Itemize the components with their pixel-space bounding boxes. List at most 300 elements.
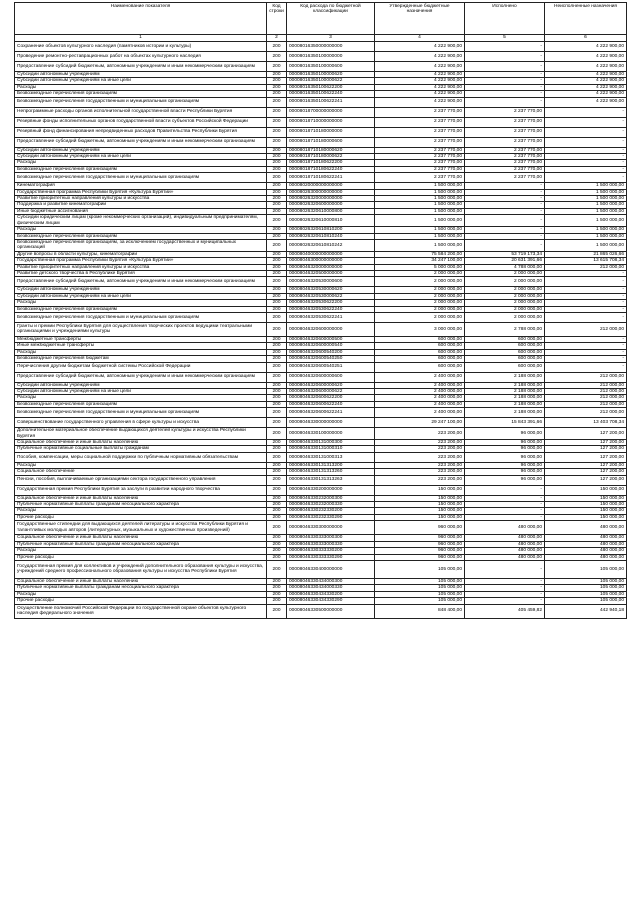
row-name: Расходы [15,227,267,233]
column-number: 2 [267,35,287,42]
row-executed: - [465,183,545,189]
row-classification: 00008040000000000000 [287,251,375,257]
row-remaining: - [545,270,627,276]
row-classification: 00008046320530000620 [287,287,375,293]
row-approved: 223 200,00 [375,440,465,446]
row-code: 200 [267,343,287,349]
row-classification: 00008046320600000600 [287,372,375,382]
row-remaining: 480 000,00 [545,521,627,535]
row-approved: 34 247 100,00 [375,258,465,264]
row-approved: 600 000,00 [375,356,465,362]
row-name: Безвозмездные перечисления организациям, за исключением государственных и муниципальных организаций [15,239,267,251]
row-name: Государственная премия Республики Бурятия за заслуги в развитии народного творчества [15,485,267,495]
row-approved: 960 000,00 [375,548,465,554]
row-code: 200 [267,233,287,239]
row-classification: 00008046320530622241 [287,312,375,322]
row-classification: 00008046330400000000 [287,560,375,578]
table-row [15,270,627,276]
row-approved: 4 222 900,00 [375,52,465,62]
row-approved: 105 000,00 [375,591,465,597]
row-remaining: - [545,160,627,166]
row-name: Безвозмездные перечисления организациям [15,233,267,239]
column-number: 1 [15,35,267,42]
row-classification: 00008046300000000000 [287,258,375,264]
row-executed: 480 000,00 [465,535,545,541]
row-name: Расходы [15,160,267,166]
row-approved: 29 247 100,00 [375,418,465,428]
row-remaining: 127 200,00 [545,452,627,462]
row-name: Дополнительное материальное обеспечение выдающихся деятелей культуры и искусства Республики Бурятия [15,428,267,440]
row-executed: - [465,578,545,584]
row-name: Расходы [15,84,267,90]
row-code: 200 [267,336,287,342]
row-code: 200 [267,495,287,501]
column-number: 5 [465,35,545,42]
row-code: 200 [267,312,287,322]
row-name: Осуществление полномочий Российской Федерации по государственной охране объектов культурного наследия федерального значения [15,604,267,618]
row-name: Безвозмездные перечисления организациям [15,401,267,407]
row-name: Публичные нормативные социальные выплаты гражданам [15,446,267,452]
row-approved: 4 222 900,00 [375,97,465,107]
row-approved: 2 000 000,00 [375,287,465,293]
row-approved: 150 000,00 [375,495,465,501]
row-executed: - [465,215,545,227]
table-row [15,541,627,547]
row-code: 200 [267,251,287,257]
row-executed: 53 719 173,34 [465,251,545,257]
column-number-row [15,35,627,42]
row-remaining: 1 500 000,00 [545,183,627,189]
row-code: 200 [267,591,287,597]
row-name: Резервные фонды исполнительных органов государственной власти субъектов Российской Федерации [15,117,267,127]
row-code: 200 [267,322,287,336]
table-row [15,173,627,183]
row-classification: 00008046320500000000 [287,270,375,276]
row-name: Субсидии автономным учреждениям на иные цели [15,389,267,395]
row-approved: 2 400 000,00 [375,382,465,388]
row-name: Расходы [15,395,267,401]
row-classification: 00008026320610000800 [287,208,375,214]
row-remaining: 1 500 000,00 [545,202,627,208]
row-approved: 2 400 000,00 [375,408,465,418]
row-executed: 96 000,00 [465,452,545,462]
table-row [15,372,627,382]
row-code: 200 [267,408,287,418]
row-approved: 2 400 000,00 [375,389,465,395]
row-classification: 00008046320600000000 [287,322,375,336]
row-executed: - [465,42,545,52]
row-code: 200 [267,475,287,485]
row-executed: 2 188 000,00 [465,389,545,395]
row-remaining: - [545,336,627,342]
row-code: 200 [267,183,287,189]
row-code: 200 [267,293,287,299]
row-code: 200 [267,300,287,306]
row-name: Перечисления другим бюджетам бюджетной системы Российской Федерации [15,362,267,372]
row-name: Государственные стипендии для выдающихся деятелей литературы и искусства Республики Бурятия и талантливых молодых авторов (литературных, музыкальных и художественных произведений) [15,521,267,535]
row-approved: 2 237 770,00 [375,107,465,117]
row-executed: 2 000 000,00 [465,287,545,293]
table-body [15,42,627,619]
row-classification: 00008018710180622241 [287,173,375,183]
table-row [15,312,627,322]
row-remaining: 212 000,00 [545,322,627,336]
row-executed: 96 000,00 [465,446,545,452]
row-approved: 2 000 000,00 [375,306,465,312]
row-name: Субсидии автономным учреждениям [15,382,267,388]
row-approved: 105 000,00 [375,585,465,591]
row-executed: - [465,189,545,195]
row-approved: 1 500 000,00 [375,202,465,208]
row-remaining: 212 000,00 [545,382,627,388]
row-executed: 480 000,00 [465,541,545,547]
row-executed: 96 000,00 [465,475,545,485]
row-classification: 00008026320610810200 [287,227,375,233]
table-row [15,251,627,257]
row-executed: 2 237 770,00 [465,166,545,172]
row-remaining: - [545,147,627,153]
row-code: 200 [267,127,287,137]
row-remaining: 1 500 000,00 [545,227,627,233]
table-row [15,107,627,117]
row-name: Безвозмездные перечисления государственным и муниципальным организациям [15,312,267,322]
table-row [15,560,627,578]
row-name: Расходы [15,300,267,306]
row-approved: 960 000,00 [375,521,465,535]
column-number: 6 [545,35,627,42]
row-approved: 1 500 000,00 [375,227,465,233]
row-name: Социальное обеспечение и иные выплаты населению [15,495,267,501]
row-approved: 4 222 900,00 [375,78,465,84]
row-remaining: - [545,117,627,127]
row-classification: 00008046320000000000 [287,264,375,270]
row-remaining: 21 865 026,66 [545,251,627,257]
row-remaining: - [545,349,627,355]
row-executed: 2 188 000,00 [465,408,545,418]
row-code: 200 [267,84,287,90]
row-executed: - [465,560,545,578]
table-row [15,264,627,270]
table-row [15,604,627,618]
row-name: Расходы [15,591,267,597]
row-code: 200 [267,137,287,147]
row-executed: 2 000 000,00 [465,312,545,322]
row-approved: 600 000,00 [375,349,465,355]
row-classification: 00008046330131000310 [287,446,375,452]
header-name: Наименование показателя [15,3,267,35]
row-executed: 2 237 770,00 [465,154,545,160]
row-approved: 960 000,00 [375,554,465,560]
row-approved: 105 000,00 [375,560,465,578]
row-classification: 00008046320530622200 [287,300,375,306]
row-remaining: 4 222 900,00 [545,91,627,97]
row-name: Субсидии юридическим лицам (кроме некоммерческих организаций), индивидуальным предпринимателям, физическим лицам [15,215,267,227]
row-approved: 2 237 770,00 [375,154,465,160]
row-remaining: 105 000,00 [545,560,627,578]
row-executed: 15 843 391,66 [465,418,545,428]
row-classification: 00008018710180000620 [287,147,375,153]
row-classification: 00008046330131313263 [287,475,375,485]
row-approved: 600 000,00 [375,336,465,342]
row-remaining: - [545,306,627,312]
table-row [15,42,627,52]
row-code: 200 [267,585,287,591]
row-approved: 2 237 770,00 [375,117,465,127]
row-approved: 1 500 000,00 [375,189,465,195]
row-classification: 00008018710180000600 [287,137,375,147]
row-executed: - [465,514,545,520]
row-code: 200 [267,362,287,372]
row-code: 200 [267,117,287,127]
row-name: Публичные нормативные выплаты гражданам несоциального характера [15,502,267,508]
row-classification: 00008046320600000540 [287,343,375,349]
row-approved: 1 500 000,00 [375,183,465,189]
row-remaining: - [545,356,627,362]
table-row [15,62,627,72]
row-remaining: 105 000,00 [545,585,627,591]
row-name: Непрограммные расходы органов исполнительной государственной власти Республики Бурятия [15,107,267,117]
row-remaining: - [545,127,627,137]
row-classification: 00008046330131313200 [287,462,375,468]
row-classification: 00008046320600000622 [287,389,375,395]
row-approved: 150 000,00 [375,502,465,508]
row-code: 200 [267,202,287,208]
table-row [15,127,627,137]
row-approved: 223 200,00 [375,446,465,452]
row-executed: - [465,72,545,78]
row-remaining: 105 000,00 [545,578,627,584]
row-classification: 00008018710180622240 [287,166,375,172]
row-name: Прочие расходы [15,514,267,520]
row-name: Кинематография [15,183,267,189]
row-name: Безвозмездные перечисления государственным и муниципальным организациям [15,97,267,107]
row-approved: 1 500 000,00 [375,196,465,202]
row-remaining: 480 000,00 [545,535,627,541]
row-executed: - [465,62,545,72]
row-name: Гранты и премии Республики Бурятия для осуществления творческих проектов ведущими театральными организациями и учреждениями культуры [15,322,267,336]
row-code: 200 [267,446,287,452]
row-approved: 2 000 000,00 [375,312,465,322]
row-remaining: - [545,173,627,183]
row-classification: 00008046320530000600 [287,277,375,287]
row-classification: 00008018700000000000 [287,107,375,117]
row-code: 200 [267,452,287,462]
row-name: Совершенствование государственного управления в сфере культуры и искусства [15,418,267,428]
row-approved: 5 000 000,00 [375,264,465,270]
table-row [15,408,627,418]
row-name: Пособия, компенсации, меры социальной поддержки по публичным нормативным обязательствам [15,452,267,462]
row-approved: 960 000,00 [375,541,465,547]
row-executed: - [465,239,545,251]
row-classification: 00008046320600622240 [287,401,375,407]
row-name: Субсидии автономным учреждениям на иные цели [15,154,267,160]
table-row [15,306,627,312]
row-classification: 00008046330232000330 [287,502,375,508]
row-classification: 00008046330100000000 [287,428,375,440]
row-executed: 2 237 770,00 [465,173,545,183]
row-classification: 00008046330131000300 [287,440,375,446]
row-code: 200 [267,440,287,446]
row-executed: - [465,196,545,202]
row-remaining: - [545,343,627,349]
row-executed: 2 000 000,00 [465,293,545,299]
row-code: 200 [267,154,287,160]
row-approved: 2 237 770,00 [375,160,465,166]
row-classification: 00008046330131313260 [287,469,375,475]
row-executed: - [465,84,545,90]
row-code: 200 [267,78,287,84]
row-code: 200 [267,389,287,395]
row-executed: 480 000,00 [465,548,545,554]
row-classification: 00008026300000000000 [287,189,375,195]
row-code: 200 [267,166,287,172]
row-classification: 00008046330500000000 [287,604,375,618]
row-classification: 00008046320600540250 [287,356,375,362]
row-approved: 600 000,00 [375,362,465,372]
row-remaining: - [545,293,627,299]
row-approved: 960 000,00 [375,535,465,541]
row-code: 200 [267,462,287,468]
row-name: Иные межбюджетные трансферты [15,343,267,349]
row-remaining: - [545,166,627,172]
table-row [15,137,627,147]
row-approved: 150 000,00 [375,514,465,520]
row-code: 200 [267,521,287,535]
row-classification: 00008016350100000000 [287,52,375,62]
row-approved: 223 200,00 [375,452,465,462]
row-remaining: 4 222 900,00 [545,42,627,52]
row-executed: 405 459,82 [465,604,545,618]
row-code: 200 [267,401,287,407]
row-approved: 2 237 770,00 [375,137,465,147]
row-name: Расходы [15,462,267,468]
row-approved: 4 222 900,00 [375,84,465,90]
row-classification: 00008046330434000330 [287,585,375,591]
row-classification: 00008016350000000000 [287,42,375,52]
row-name: Субсидии автономным учреждениям [15,72,267,78]
table-row [15,356,627,362]
row-remaining: 4 222 900,00 [545,72,627,78]
row-code: 200 [267,578,287,584]
row-name: Социальное обеспечение и иные выплаты населению [15,578,267,584]
row-executed: 2 237 770,00 [465,127,545,137]
row-remaining: 150 000,00 [545,495,627,501]
row-classification: 00008026320610000810 [287,215,375,227]
row-classification: 00008046330434330290 [287,598,375,604]
row-name: Предоставление субсидий бюджетным, автономным учреждениям и иным некоммерческим организациям [15,137,267,147]
row-code: 200 [267,306,287,312]
row-executed: - [465,202,545,208]
table-row [15,389,627,395]
row-executed: - [465,78,545,84]
table-row [15,440,627,446]
row-code: 200 [267,598,287,604]
row-classification: 00008046330333330290 [287,554,375,560]
table-row [15,154,627,160]
row-executed: - [465,585,545,591]
row-code: 200 [267,514,287,520]
row-name: Развитие приоритетных направлений культуры и искусства [15,264,267,270]
row-remaining: 442 940,18 [545,604,627,618]
row-executed: 2 000 000,00 [465,300,545,306]
row-approved: 2 237 770,00 [375,127,465,137]
header-classification: Код расхода по бюджетной классификации [287,3,375,35]
row-name: Государственная программа Республики Бурятия «Культура Бурятии» [15,189,267,195]
row-remaining: 127 200,00 [545,462,627,468]
row-name: Расходы [15,548,267,554]
row-code: 200 [267,264,287,270]
row-remaining: 13 403 708,34 [545,418,627,428]
row-classification: 00008026320600000000 [287,202,375,208]
row-code: 200 [267,349,287,355]
row-approved: 223 200,00 [375,469,465,475]
row-classification: 00008016350100622241 [287,97,375,107]
header-row [15,3,627,35]
row-approved: 4 222 900,00 [375,42,465,52]
table-row [15,215,627,227]
row-executed: 2 237 770,00 [465,147,545,153]
row-approved: 2 400 000,00 [375,401,465,407]
row-executed: 96 000,00 [465,440,545,446]
row-code: 200 [267,554,287,560]
table-row [15,277,627,287]
row-remaining: - [545,300,627,306]
row-executed: 2 188 000,00 [465,395,545,401]
row-classification: 00008046320600540200 [287,349,375,355]
row-classification: 00008026320610810242 [287,239,375,251]
row-remaining: 4 222 900,00 [545,97,627,107]
row-code: 200 [267,208,287,214]
row-executed: 96 000,00 [465,462,545,468]
row-approved: 848 400,00 [375,604,465,618]
row-classification: 00008046320600622200 [287,395,375,401]
row-remaining: 1 500 000,00 [545,196,627,202]
row-executed: 2 237 770,00 [465,107,545,117]
row-code: 200 [267,604,287,618]
row-remaining: 105 000,00 [545,598,627,604]
row-approved: 4 222 900,00 [375,72,465,78]
row-remaining: - [545,137,627,147]
table-row [15,293,627,299]
row-executed: - [465,97,545,107]
row-code: 200 [267,560,287,578]
row-remaining: 480 000,00 [545,554,627,560]
row-classification: 00008016350100622240 [287,91,375,97]
row-remaining: 212 000,00 [545,372,627,382]
row-remaining: - [545,277,627,287]
row-classification: 00008018710180622200 [287,160,375,166]
row-remaining: 4 222 900,00 [545,84,627,90]
row-remaining: 1 500 000,00 [545,239,627,251]
row-remaining: 127 200,00 [545,428,627,440]
row-name: Безвозмездные перечисления организациям [15,91,267,97]
row-remaining: 1 500 000,00 [545,189,627,195]
row-code: 200 [267,91,287,97]
table-row [15,475,627,485]
row-code: 200 [267,52,287,62]
row-executed: 600 000,00 [465,356,545,362]
row-executed: 4 788 000,00 [465,264,545,270]
table-row [15,401,627,407]
row-remaining: - [545,312,627,322]
row-remaining: 127 200,00 [545,475,627,485]
row-name: Субсидии автономным учреждениям на иные цели [15,78,267,84]
row-classification: 00008046330333000300 [287,535,375,541]
row-code: 200 [267,418,287,428]
row-code: 200 [267,196,287,202]
row-classification: 00008046330434000300 [287,578,375,584]
row-code: 200 [267,508,287,514]
